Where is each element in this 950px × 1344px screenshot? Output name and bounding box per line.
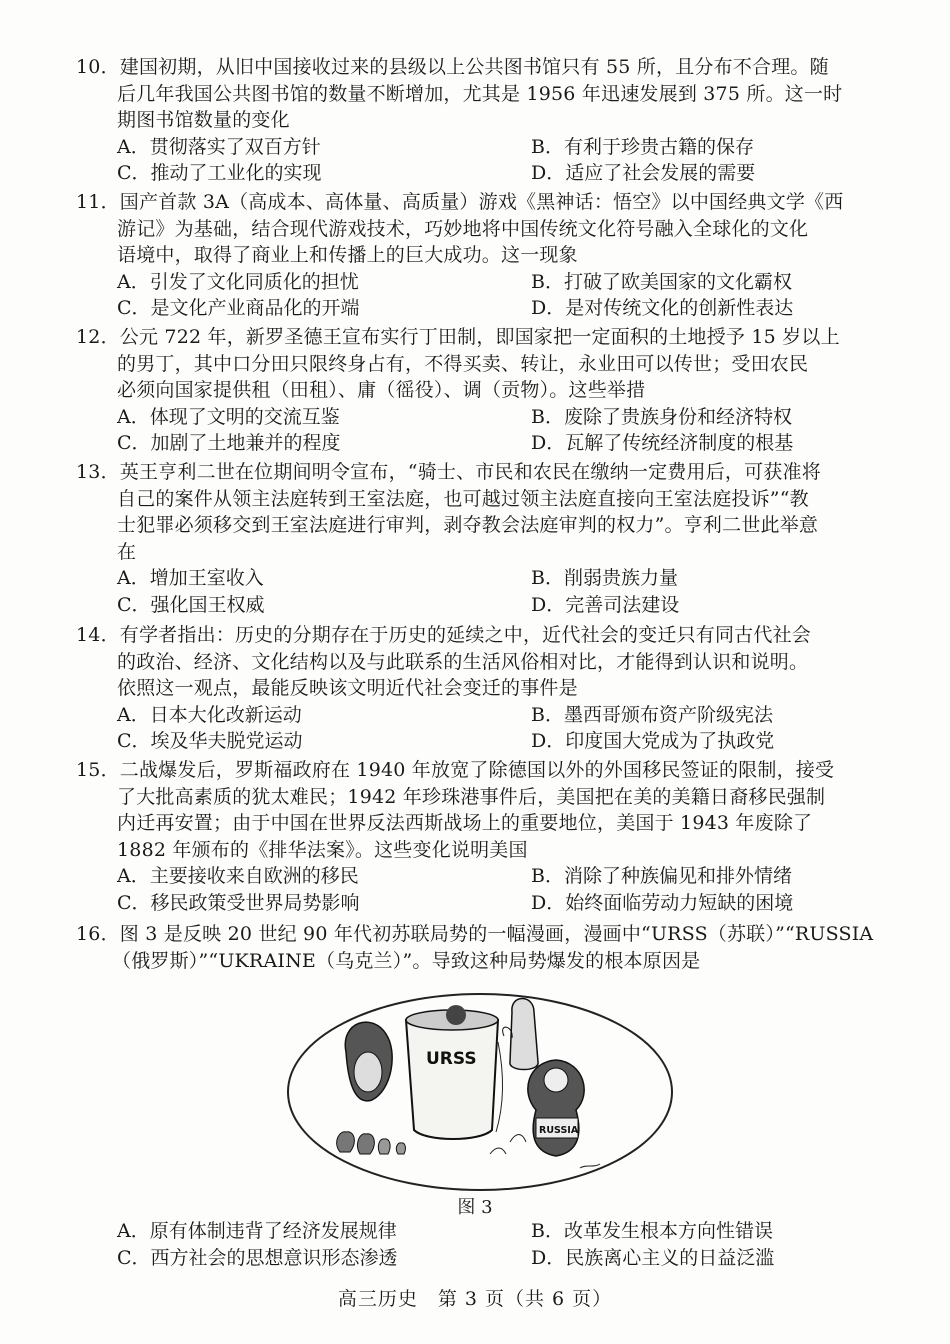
question-12	[76, 324, 876, 457]
option-c: C．推动了工业化的实现	[117, 162, 322, 184]
question-stem-line: 依照这一观点，最能反映该文明近代社会变迁的事件是	[117, 677, 578, 699]
option-d: D．适应了社会发展的需要	[531, 162, 756, 184]
question-stem-line: 必须向国家提供租（田租）、庸（徭役）、调（贡物）。这些举措	[117, 379, 646, 401]
tall-doll-right	[503, 999, 538, 1070]
option-c: C．移民政策受世界局势影响	[117, 891, 360, 914]
option-a: A．贯彻落实了双百方针	[117, 135, 321, 158]
question-stem-line: 12．公元 722 年，新罗圣德王宣布实行丁田制，即国家把一定面积的土地授予 15 岁以上	[76, 326, 840, 348]
question-stem-line: 后几年我国公共图书馆的数量不断增加，尤其是 1956 年迅速发展到 375 所。这一时	[117, 82, 843, 105]
question-stem-line: 士犯罪必须移交到王室法庭进行审判，剥夺教会法庭审判的权力”。亨利二世此举意	[117, 514, 819, 536]
option-d: D．是对传统文化的创新性表达	[531, 297, 794, 319]
option-b: B．削弱贵族力量	[531, 567, 678, 589]
russia-doll	[528, 1060, 584, 1156]
question-13	[76, 459, 876, 618]
option-b: B．废除了贵族身份和经济特权	[531, 405, 792, 428]
page-footer: 高三历史 第 3 页（共 6 页）	[337, 1288, 613, 1310]
option-b: B．墨西哥颁布资产阶级宪法	[531, 703, 773, 726]
question-stem-line: 15．二战爆发后，罗斯福政府在 1940 年放宽了除德国以外的外国移民签证的限制，接受	[76, 759, 835, 781]
question-stem-line: （俄罗斯）”“UKRAINE（乌克兰）”。导致这种局势爆发的根本原因是	[112, 949, 701, 972]
question-16	[76, 921, 876, 974]
option-d: D．始终面临劳动力短缺的困境	[531, 891, 794, 914]
question-stem-line: 在	[117, 540, 137, 563]
question-stem-line: 11．国产首款 3A（高成本、高体量、高质量）游戏《黑神话：悟空》以中国经典文学《西	[76, 191, 844, 213]
option-c: C．加剧了土地兼并的程度	[117, 432, 341, 454]
option-b: B．有利于珍贵古籍的保存	[531, 135, 754, 158]
option-d: D．印度国大党成为了执政党	[531, 730, 775, 752]
option-b: B．打破了欧美国家的文化霸权	[531, 270, 792, 293]
option-d: D．完善司法建设	[531, 593, 680, 616]
question-16-options	[76, 1218, 876, 1271]
option-b: B．改革发生根本方向性错误	[531, 1220, 773, 1242]
barrel-label: URSS	[426, 1049, 477, 1069]
question-15	[76, 757, 876, 916]
option-a: A．主要接收来自欧洲的移民	[117, 865, 359, 887]
option-d: D．瓦解了传统经济制度的根基	[531, 432, 794, 454]
question-stem-line: 1882 年颁布的《排华法案》。这些变化说明美国	[117, 838, 528, 861]
option-a: A．体现了文明的交流互鉴	[117, 405, 340, 428]
question-stem-line: 游记》为基础，结合现代游戏技术，巧妙地将中国传统文化符号融入全球化的文化	[117, 217, 809, 240]
option-b: B．消除了种族偏见和排外情绪	[531, 865, 792, 887]
option-c: C．埃及华夫脱党运动	[117, 730, 303, 752]
question-stem-line: 语境中，取得了商业上和传播上的巨大成功。这一现象	[117, 244, 578, 266]
question-stem-line: 自己的案件从领主法庭转到王室法庭，也可越过领主法庭直接向王室法庭投诉”“教	[117, 487, 809, 510]
option-a: A．原有体制违背了经济发展规律	[117, 1220, 397, 1242]
signature-scribble	[580, 1164, 600, 1168]
small-dolls	[337, 1132, 406, 1154]
question-stem-line: 13．英王亨利二世在位期间明令宣布，“骑士、市民和农民在缴纳一定费用后，可获准将	[76, 461, 821, 483]
option-c: C．是文化产业商品化的开端	[117, 297, 360, 319]
option-a: A．日本大化改新运动	[117, 703, 302, 726]
soviet-collapse-cartoon	[280, 982, 680, 1192]
question-stem-line: 10．建国初期，从旧中国接收过来的县级以上公共图书馆只有 55 所，且分布不合理。随	[76, 56, 829, 78]
option-a: A．引发了文化同质化的担忧	[117, 270, 359, 293]
urss-barrel	[406, 1005, 498, 1139]
broken-doll-left	[345, 1022, 392, 1101]
question-stem-line: 期图书馆数量的变化	[117, 109, 290, 131]
question-stem-line: 的男丁，其中口分田只限终身占有，不得买卖、转让，永业田可以传世；受田农民	[117, 352, 809, 375]
doll-label: RUSSIA	[539, 1125, 579, 1136]
question-11	[76, 189, 876, 322]
option-c: C．西方社会的思想意识形态渗透	[117, 1246, 398, 1269]
question-stem-line: 了大批高素质的犹太难民；1942 年珍珠港事件后，美国把在美的美籍日裔移民强制	[117, 785, 826, 808]
option-c: C．强化国王权威	[117, 593, 265, 616]
question-10	[76, 54, 876, 187]
option-d: D．民族离心主义的日益泛滥	[531, 1246, 775, 1269]
question-14	[76, 622, 876, 755]
option-a: A．增加王室收入	[117, 567, 264, 589]
question-stem-line: 内迁再安置；由于中国在世界反法西斯战场上的重要地位，美国于 1943 年废除了	[117, 812, 813, 834]
question-stem-line: 14．有学者指出：历史的分期存在于历史的延续之中，近代社会的变迁只有同古代社会	[76, 624, 811, 646]
question-stem-line: 的政治、经济、文化结构以及与此联系的生活风俗相对比，才能得到认识和说明。	[117, 650, 809, 673]
question-stem-line: 16．图 3 是反映 20 世纪 90 年代初苏联局势的一幅漫画，漫画中“URSS（苏联）”“RUSSIA	[76, 923, 874, 945]
figure-caption: 图 3	[457, 1197, 493, 1218]
